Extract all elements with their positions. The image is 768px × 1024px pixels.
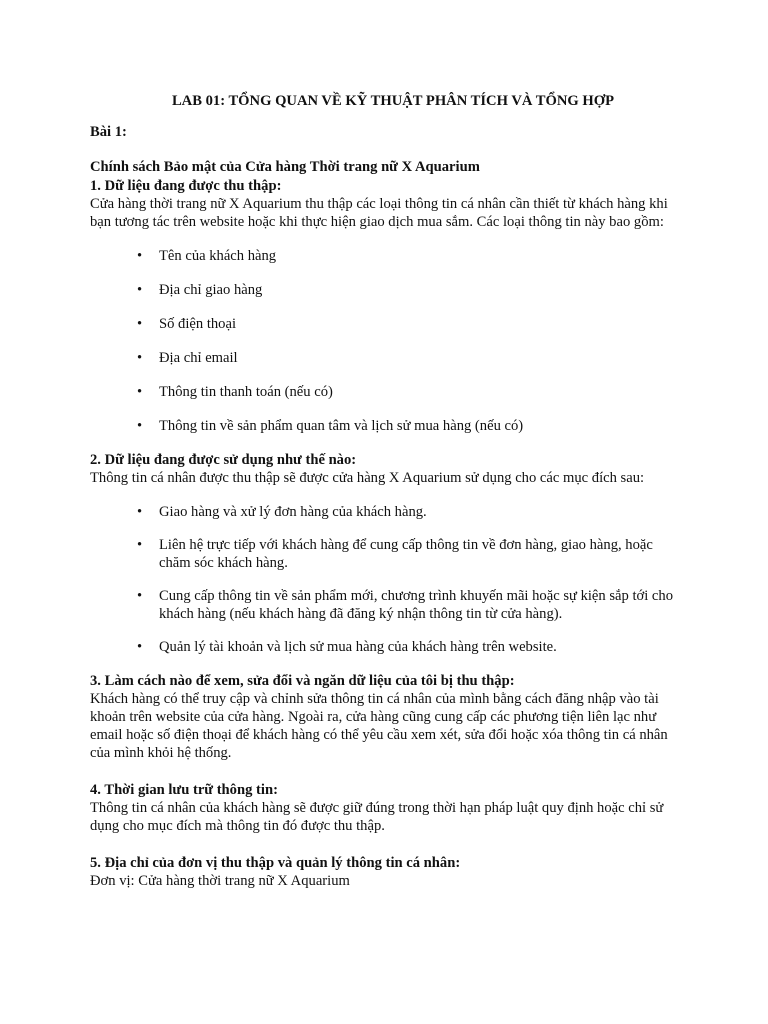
section-5-heading: 5. Địa chỉ của đơn vị thu thập và quản lý thông tin cá nhân: (90, 855, 461, 871)
list-item-text: Địa chỉ email (159, 350, 238, 366)
list-item (90, 638, 688, 656)
list-item-text: Số điện thoại (159, 316, 237, 332)
section-1-list (90, 247, 688, 435)
list-item-text: Liên hệ trực tiếp với khách hàng để cung cấp thông tin về đơn hàng, giao hàng, hoặc chăm sóc khách hàng. (159, 537, 653, 571)
section-1-text: Cửa hàng thời trang nữ X Aquarium thu thập các loại thông tin cá nhân cần thiết từ khách hàng khi bạn tương tác trên website hoặc khi thực hiện giao dịch mua sắm. Các loại thông tin này bao gồm: (90, 196, 668, 230)
section-4-heading: 4. Thời gian lưu trữ thông tin: (90, 782, 278, 798)
section-4-text: Thông tin cá nhân của khách hàng sẽ được giữ đúng trong thời hạn pháp luật quy định hoặc chỉ sử dụng cho mục đích mà thông tin đó được thu thập. (90, 800, 664, 834)
bullet-icon: • (137, 350, 143, 366)
list-item-text: Tên của khách hàng (159, 248, 277, 264)
bullet-icon: • (137, 316, 143, 332)
list-item (90, 417, 688, 435)
section-2-text: Thông tin cá nhân được thu thập sẽ được cửa hàng X Aquarium sử dụng cho các mục đích sau: (90, 470, 645, 486)
list-item-text: Cung cấp thông tin về sản phẩm mới, chương trình khuyến mãi hoặc sự kiện sắp tới cho khách hàng (nếu khách hàng đã đăng ký nhận thông tin từ cửa hàng). (159, 588, 673, 622)
section-1-heading: 1. Dữ liệu đang được thu thập: (90, 178, 282, 194)
list-item (90, 383, 688, 401)
bullet-icon: • (137, 384, 143, 400)
list-item-text: Thông tin thanh toán (nếu có) (159, 384, 333, 400)
policy-title: Chính sách Bảo mật của Cửa hàng Thời trang nữ X Aquarium (90, 159, 480, 175)
list-item (90, 247, 688, 265)
list-item-text: Giao hàng và xử lý đơn hàng của khách hàng. (159, 504, 427, 520)
section-2-list (90, 503, 688, 656)
document-title: LAB 01: TỔNG QUAN VỀ KỸ THUẬT PHÂN TÍCH VÀ TỔNG HỢP (171, 93, 615, 109)
bullet-icon: • (137, 282, 143, 298)
bullet-icon: • (137, 588, 143, 604)
section-5-text: Đơn vị: Cửa hàng thời trang nữ X Aquarium (90, 873, 350, 889)
section-3-heading: 3. Làm cách nào để xem, sửa đổi và ngăn dữ liệu của tôi bị thu thập: (90, 673, 515, 689)
bullet-icon: • (137, 248, 143, 264)
list-item-text: Thông tin về sản phẩm quan tâm và lịch sử mua hàng (nếu có) (159, 418, 524, 434)
exercise-label: Bài 1: (90, 124, 127, 140)
bullet-icon: • (137, 418, 143, 434)
bullet-icon: • (137, 537, 143, 553)
section-2-heading: 2. Dữ liệu đang được sử dụng như thế nào: (90, 452, 357, 468)
list-item (90, 349, 688, 367)
list-item-text: Quản lý tài khoản và lịch sử mua hàng của khách hàng trên website. (159, 639, 557, 655)
section-3-text: Khách hàng có thể truy cập và chỉnh sửa thông tin cá nhân của mình bằng cách đăng nhập vào tài khoản trên website của cửa hàng. Ngoài ra, cửa hàng cũng cung cấp các phương tiện liên lạc như email hoặc số điện thoại để khách hàng có thể yêu cầu xem xét, sửa đổi hoặc xóa thông tin cá nhân của mình khỏi hệ thống. (90, 691, 668, 761)
bullet-icon: • (137, 639, 143, 655)
list-item (90, 281, 688, 299)
list-item (90, 536, 688, 572)
list-item (90, 503, 688, 521)
list-item (90, 587, 688, 623)
list-item (90, 315, 688, 333)
bullet-icon: • (137, 504, 143, 520)
list-item-text: Địa chỉ giao hàng (159, 282, 263, 298)
